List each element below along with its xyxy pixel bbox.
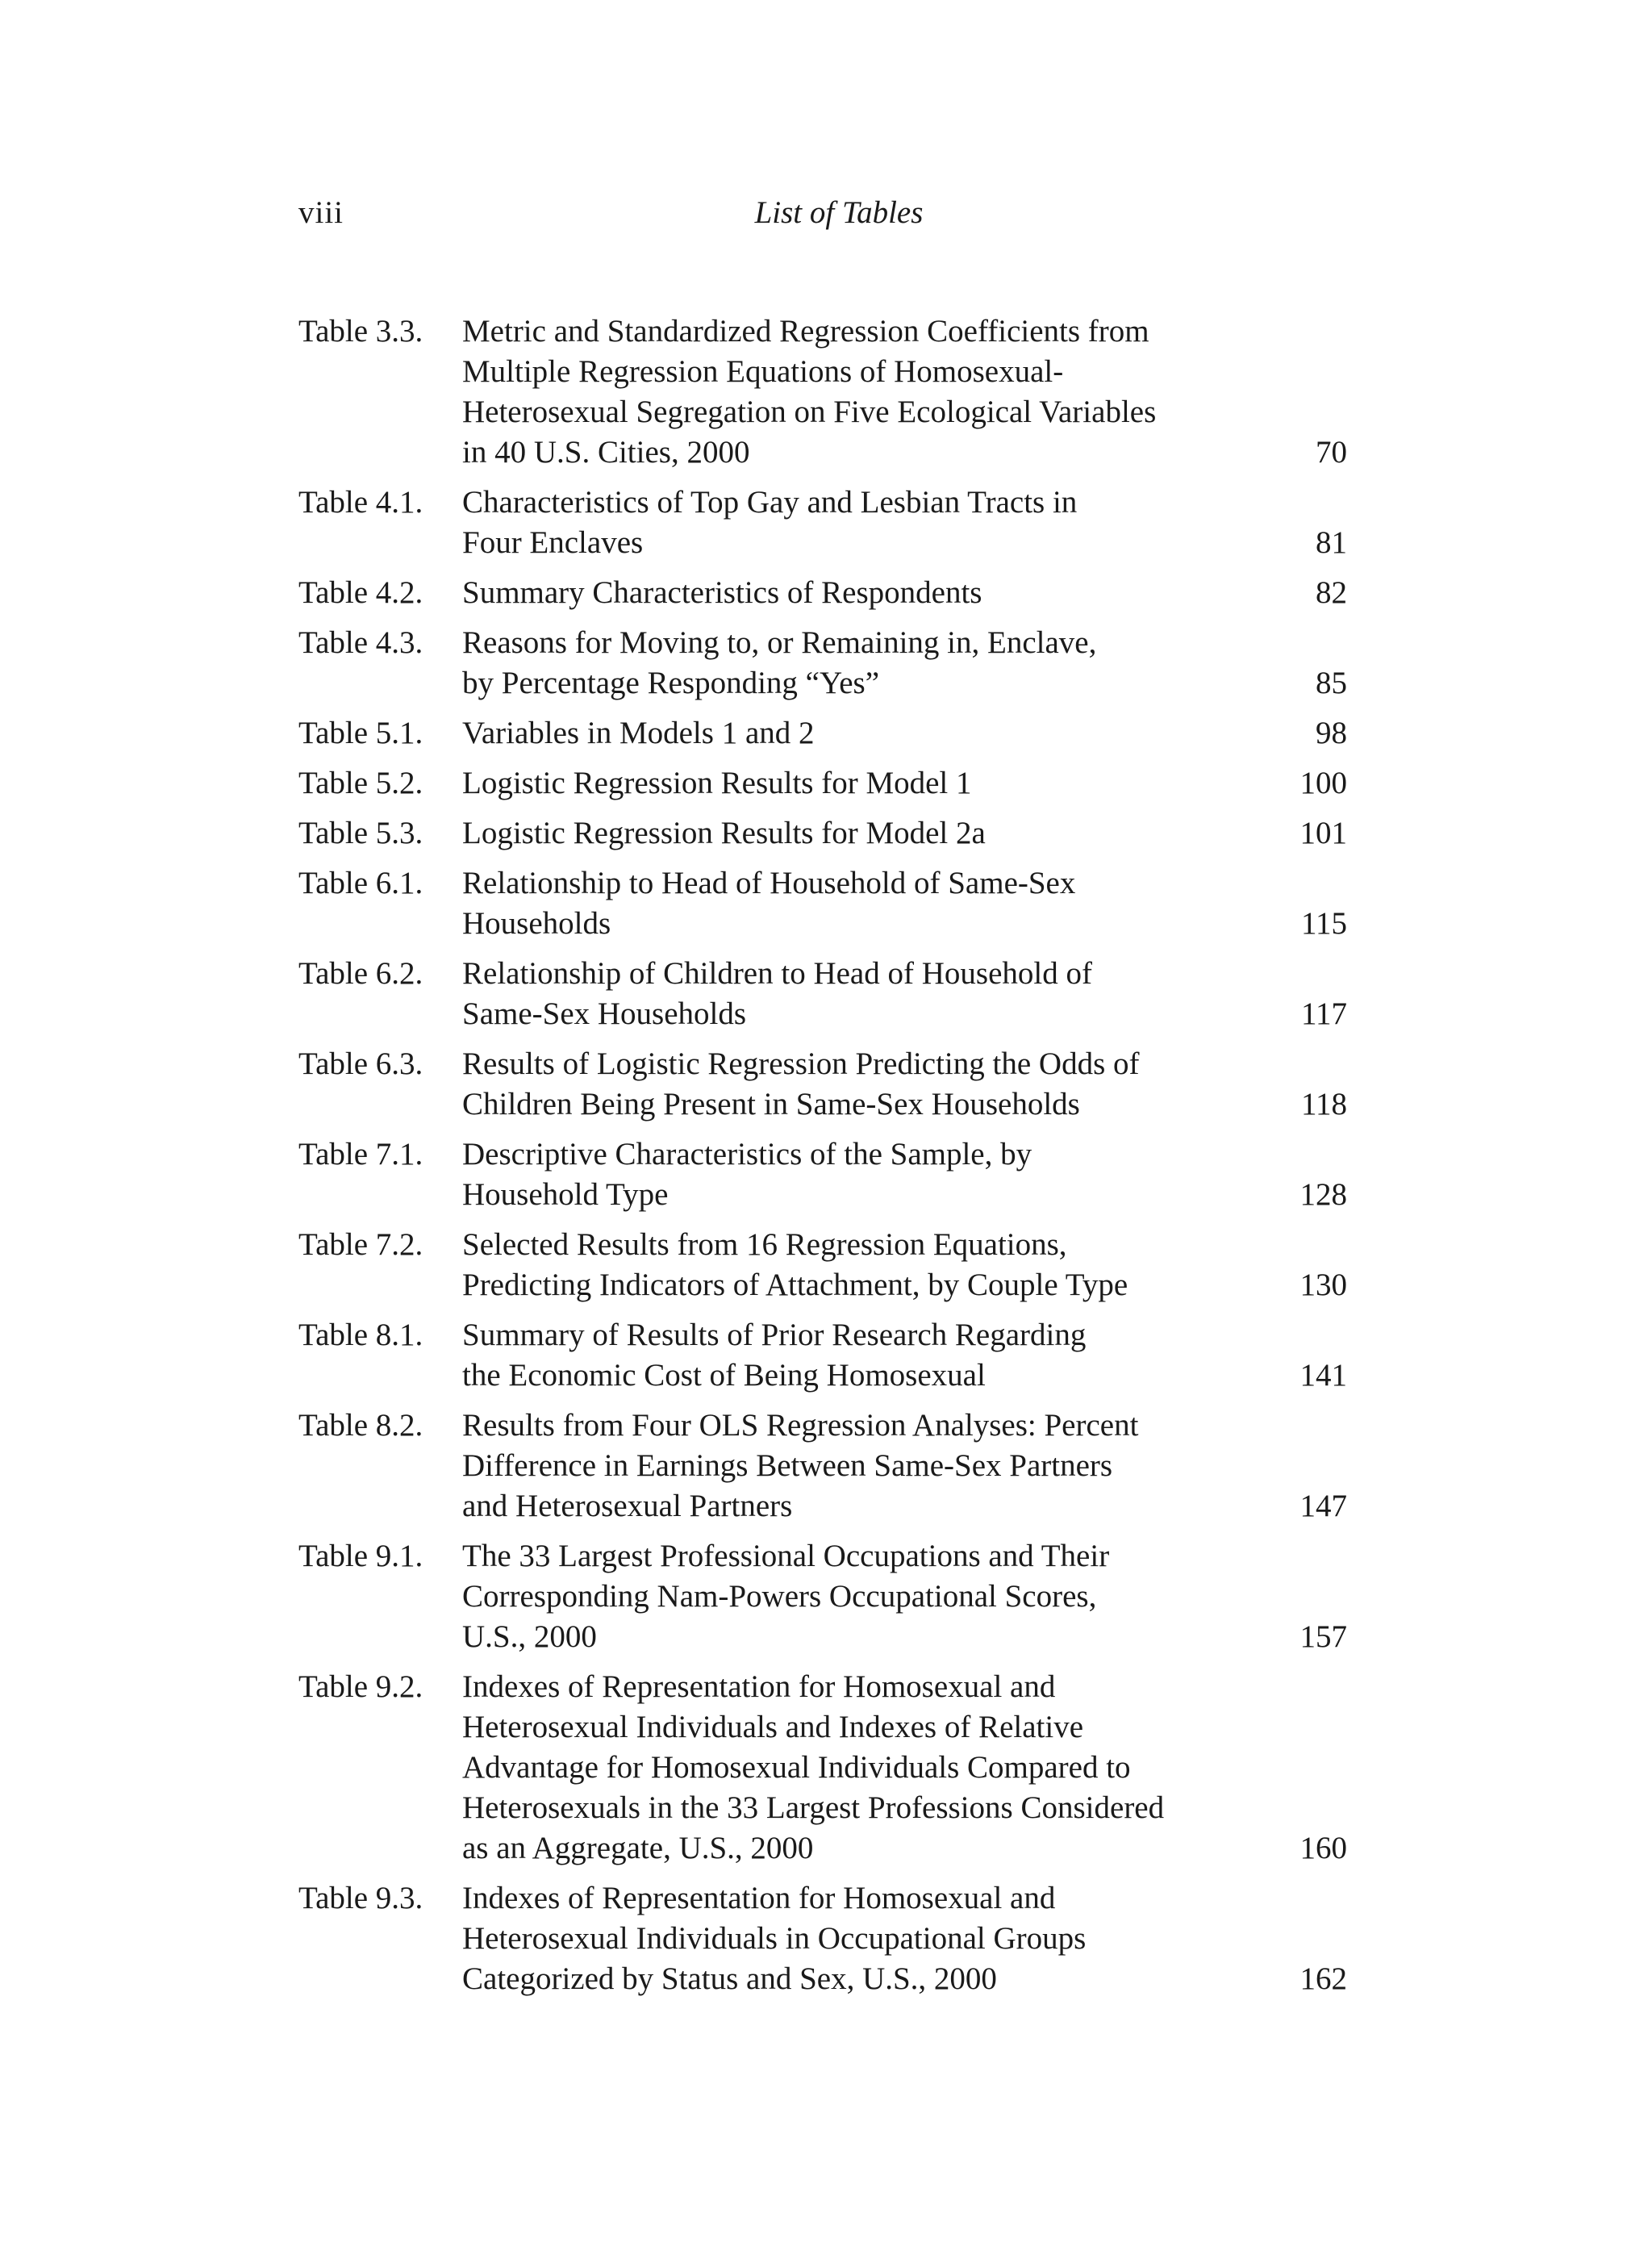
table-entry [298, 863, 1347, 944]
table-title-line: Multiple Regression Equations of Homosexual- [462, 354, 1064, 389]
table-page-number: 81 [1316, 525, 1347, 560]
table-title-line: Reasons for Moving to, or Remaining in, Enclave, [462, 625, 1097, 660]
table-title-line: Descriptive Characteristics of the Sample, by [462, 1137, 1032, 1172]
table-page-number: 141 [1299, 1358, 1347, 1393]
table-label: Table 6.2. [298, 956, 423, 991]
table-title [462, 1225, 1233, 1305]
table-entry [298, 763, 1347, 804]
table-label: Table 6.3. [298, 1046, 423, 1081]
table-entry [298, 1405, 1347, 1527]
table-label: Table 5.2. [298, 766, 423, 800]
table-entry [298, 813, 1347, 854]
table-title-line: Metric and Standardized Regression Coefficients from [462, 314, 1149, 349]
page-number: viii [298, 195, 344, 230]
table-title-line: Results of Logistic Regression Predicting the Odds of [462, 1046, 1140, 1081]
table-title-line: Logistic Regression Results for Model 2a [462, 816, 986, 850]
table-label: Table 3.3. [298, 314, 423, 349]
table-title-line: Advantage for Homosexual Individuals Compared to [462, 1750, 1131, 1785]
table-title [462, 1878, 1233, 1999]
table-label: Table 9.2. [298, 1669, 423, 1704]
table-page-number: 85 [1316, 666, 1347, 700]
table-title [462, 1315, 1233, 1396]
table-entry [298, 1878, 1347, 1999]
table-label: Table 4.1. [298, 485, 423, 520]
table-entry [298, 573, 1347, 613]
table-title-line: and Heterosexual Partners [462, 1489, 793, 1523]
table-entry [298, 482, 1347, 563]
table-entry [298, 1667, 1347, 1869]
table-label: Table 4.2. [298, 575, 423, 610]
table-title-line: Children Being Present in Same-Sex Households [462, 1087, 1080, 1121]
table-title [462, 1044, 1233, 1125]
table-title [462, 1405, 1233, 1527]
table-title-line: Selected Results from 16 Regression Equations, [462, 1227, 1067, 1262]
table-page-number: 117 [1300, 996, 1347, 1031]
table-page-number: 162 [1299, 1961, 1347, 1996]
table-label: Table 9.1. [298, 1539, 423, 1573]
table-label: Table 8.1. [298, 1318, 423, 1352]
table-title-line: The 33 Largest Professional Occupations and Their [462, 1539, 1110, 1573]
table-page-number: 118 [1300, 1087, 1347, 1121]
table-title-line: Summary Characteristics of Respondents [462, 575, 982, 610]
table-title-line: Predicting Indicators of Attachment, by Couple Type [462, 1268, 1128, 1302]
table-title-line: Heterosexuals in the 33 Largest Professions Considered [462, 1790, 1165, 1825]
table-title-line: in 40 U.S. Cities, 2000 [462, 435, 750, 470]
table-entry [298, 1134, 1347, 1215]
table-label: Table 8.2. [298, 1408, 423, 1443]
table-title [462, 813, 1233, 854]
table-title-line: Difference in Earnings Between Same-Sex Partners [462, 1448, 1113, 1483]
table-title [462, 954, 1233, 1034]
table-entry [298, 713, 1347, 754]
table-title [462, 573, 1233, 613]
table-title [462, 1667, 1233, 1869]
table-title-line: Summary of Results of Prior Research Regarding [462, 1318, 1087, 1352]
table-page-number: 98 [1316, 716, 1347, 750]
table-title-line: Relationship to Head of Household of Same-Sex [462, 866, 1076, 900]
table-entry [298, 1225, 1347, 1305]
table-page-number: 115 [1300, 906, 1347, 941]
table-title-line: Households [462, 906, 611, 941]
table-entry [298, 311, 1347, 473]
table-entry [298, 623, 1347, 704]
table-label: Table 6.1. [298, 866, 423, 900]
table-entry [298, 1315, 1347, 1396]
table-title [462, 1134, 1233, 1215]
table-title-line: Indexes of Representation for Homosexual and [462, 1881, 1056, 1915]
table-label: Table 5.1. [298, 716, 423, 750]
list-of-tables [298, 311, 1347, 2009]
table-page-number: 128 [1299, 1177, 1347, 1212]
table-entry [298, 954, 1347, 1034]
table-title [462, 863, 1233, 944]
table-page-number: 147 [1299, 1489, 1347, 1523]
table-title-line: Corresponding Nam-Powers Occupational Scores, [462, 1579, 1097, 1614]
table-page-number: 130 [1299, 1268, 1347, 1302]
table-page-number: 70 [1316, 435, 1347, 470]
table-title-line: Variables in Models 1 and 2 [462, 716, 815, 750]
table-title [462, 311, 1233, 473]
table-entry [298, 1536, 1347, 1657]
table-page-number: 157 [1299, 1619, 1347, 1654]
table-title-line: Heterosexual Individuals and Indexes of Relative [462, 1710, 1084, 1744]
table-page-number: 160 [1299, 1831, 1347, 1865]
table-title-line: Categorized by Status and Sex, U.S., 2000 [462, 1961, 997, 1996]
table-entry [298, 1044, 1347, 1125]
table-title [462, 713, 1233, 754]
table-page-number: 100 [1299, 766, 1347, 800]
table-title-line: Household Type [462, 1177, 669, 1212]
table-label: Table 7.1. [298, 1137, 423, 1172]
table-label: Table 7.2. [298, 1227, 423, 1262]
table-title-line: the Economic Cost of Being Homosexual [462, 1358, 986, 1393]
table-label: Table 4.3. [298, 625, 423, 660]
running-title: List of Tables [754, 195, 924, 230]
table-title-line: Logistic Regression Results for Model 1 [462, 766, 972, 800]
table-label: Table 9.3. [298, 1881, 423, 1915]
table-title [462, 482, 1233, 563]
table-title-line: Heterosexual Individuals in Occupational Groups [462, 1921, 1087, 1956]
table-title-line: Relationship of Children to Head of Household of [462, 956, 1092, 991]
table-title [462, 623, 1233, 704]
table-title-line: U.S., 2000 [462, 1619, 597, 1654]
table-title [462, 1536, 1233, 1657]
table-title-line: Results from Four OLS Regression Analyses: Percent [462, 1408, 1139, 1443]
table-title-line: as an Aggregate, U.S., 2000 [462, 1831, 814, 1865]
table-page-number: 82 [1316, 575, 1347, 610]
table-title-line: Same-Sex Households [462, 996, 747, 1031]
table-title-line: Heterosexual Segregation on Five Ecological Variables [462, 395, 1157, 429]
table-title [462, 763, 1233, 804]
table-title-line: by Percentage Responding “Yes” [462, 666, 880, 700]
table-label: Table 5.3. [298, 816, 423, 850]
table-page-number: 101 [1299, 816, 1347, 850]
table-title-line: Indexes of Representation for Homosexual and [462, 1669, 1056, 1704]
table-title-line: Characteristics of Top Gay and Lesbian Tracts in [462, 485, 1078, 520]
page-header [298, 190, 1347, 247]
table-title-line: Four Enclaves [462, 525, 644, 560]
